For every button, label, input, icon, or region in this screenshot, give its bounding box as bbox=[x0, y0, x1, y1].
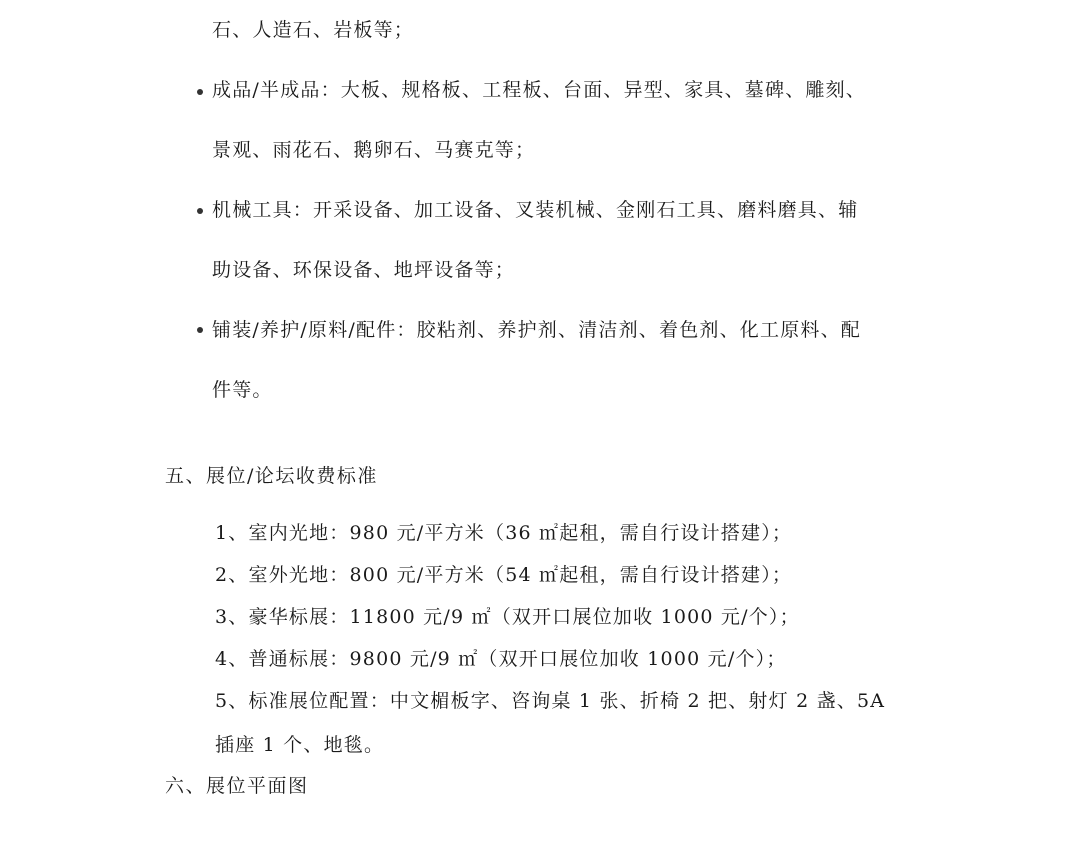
bullet-dot bbox=[197, 89, 203, 95]
category-machinery-line1: 机械工具：开采设备、加工设备、叉装机械、金刚石工具、磨料磨具、辅 bbox=[212, 199, 859, 221]
fee-item-4: 4、普通标展：9800 元/9 ㎡（双开口展位加收 1000 元/个）； bbox=[215, 648, 787, 670]
bullet-dot bbox=[197, 208, 203, 214]
fee-item-2: 2、室外光地：800 元/平方米（54 ㎡起租，需自行设计搭建）； bbox=[215, 564, 793, 586]
category-finished-products-line2: 景观、雨花石、鹅卵石、马赛克等； bbox=[212, 139, 536, 161]
fee-item-3: 3、豪华标展：11800 元/9 ㎡（双开口展位加收 1000 元/个）； bbox=[215, 606, 800, 628]
bullet-dot bbox=[197, 327, 203, 333]
intro-tail-text: 石、人造石、岩板等； bbox=[212, 19, 415, 41]
section-6-title: 六、展位平面图 bbox=[165, 775, 309, 797]
fee-item-5: 5、标准展位配置：中文楣板字、咨询桌 1 张、折椅 2 把、射灯 2 盏、5A bbox=[215, 690, 886, 712]
category-materials-line2: 件等。 bbox=[212, 379, 273, 401]
category-machinery-line2: 助设备、环保设备、地坪设备等； bbox=[212, 259, 516, 281]
section-5-title: 五、展位/论坛收费标准 bbox=[165, 465, 378, 487]
fee-item-5-continued: 插座 1 个、地毯。 bbox=[215, 734, 385, 756]
category-materials-line1: 铺装/养护/原料/配件：胶粘剂、养护剂、清洁剂、着色剂、化工原料、配 bbox=[212, 319, 862, 341]
category-finished-products-line1: 成品/半成品：大板、规格板、工程板、台面、异型、家具、墓碑、雕刻、 bbox=[212, 79, 867, 101]
fee-item-1: 1、室内光地：980 元/平方米（36 ㎡起租，需自行设计搭建）； bbox=[215, 522, 793, 544]
